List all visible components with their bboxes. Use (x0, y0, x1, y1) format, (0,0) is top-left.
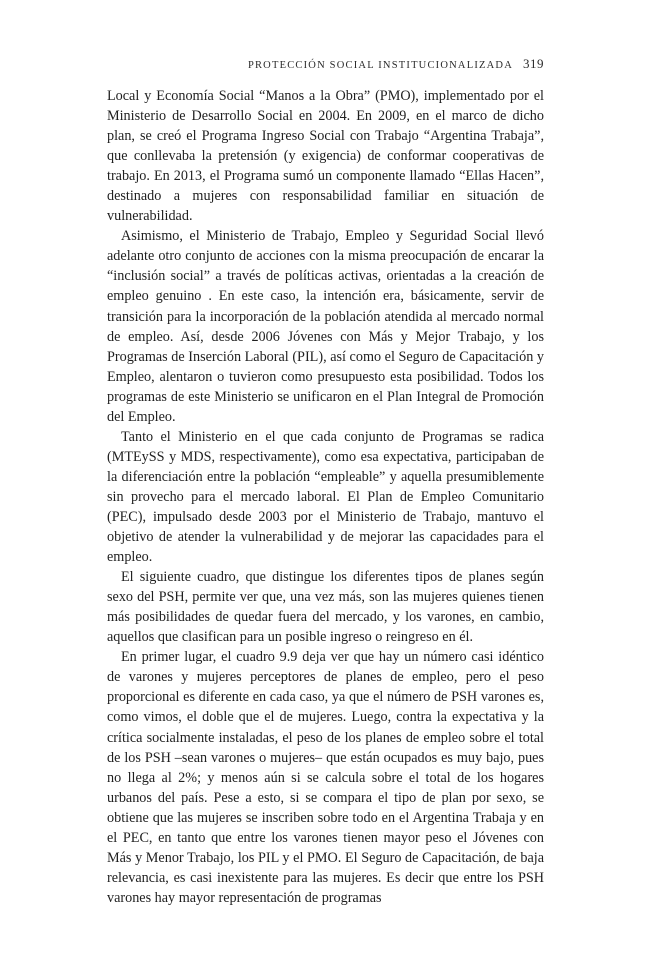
paragraph: Tanto el Ministerio en el que cada conjunto de Programas se radica (MTEySS y MDS, respectivamente), como esa expectativa, participaban de la diferenciación entre la población “empleable” y aquella presumiblemente sin provecho para el mercado laboral. El Plan de Empleo Comunitario (PEC), impulsado desde 2003 por el Ministerio de Trabajo, mantuvo el objetivo de atender la vulnerabilidad y de mejorar las capacidades para el empleo. (107, 428, 544, 566)
running-title: PROTECCIÓN SOCIAL INSTITUCIONALIZADA (247, 60, 513, 71)
page-number: 319 (523, 56, 544, 71)
running-head (248, 56, 544, 72)
paragraph: Asimismo, el Ministerio de Trabajo, Empleo y Seguridad Social llevó adelante otro conjunto de acciones con la misma preocupación de encarar la “inclusión social” a través de políticas activas, orientadas a la creación de empleo genuino . En este caso, la intención era, básicamente, servir de transición para la incorporación de la población atendida al mercado normal de empleo. Así, desde 2006 Jóvenes con Más y Mejor Trabajo, y los Programas de Inserción Laboral (PIL), así como el Seguro de Capacitación y Empleo, alentaron o tuvieron como presupuesto esta posibilidad. Todos los programas de este Ministerio se unificaron en el Plan Integral de Promoción del Empleo. (107, 228, 544, 425)
paragraph: En primer lugar, el cuadro 9.9 deja ver que hay un número casi idéntico de varones y mujeres perceptores de planes de empleo, pero el peso proporcional es diferente en cada caso, ya que el número de PSH varones es, como vimos, el doble que el de mujeres. Luego, contra la expectativa y la crítica socialmente instaladas, el peso de los planes de empleo sobre el total de los PSH –sean varones o mujeres– que están ocupados es muy bajo, pues no llega al 2%; y menos aún si se calcula sobre el total de los hogares urbanos del país. Pese a esto, si se compara el tipo de plan por sexo, se obtiene que las mujeres se inscriben sobre todo en el Argentina Trabaja y en el PEC, en tanto que entre los varones tienen mayor peso el Jóvenes con Más y Menor Trabajo, los PIL y el PMO. El Seguro de Capacitación, de baja relevancia, es casi inexistente para las mujeres. Es decir que entre los PSH varones hay mayor representación de programas (107, 649, 544, 906)
body-text (107, 86, 544, 908)
paragraph: El siguiente cuadro, que distingue los diferentes tipos de planes según sexo del PSH, permite ver que, una vez más, son las mujeres quienes tienen más posibilidades de quedar fuera del mercado, y los varones, en cambio, aquellos que clasifican para un posible ingreso o reingreso en él. (107, 569, 544, 646)
paragraph-continuation: Local y Economía Social “Manos a la Obra” (PMO), implementado por el Ministerio de Desarrollo Social en 2004. En 2009, en el marco de dicho plan, se creó el Programa Ingreso Social con Trabajo “Argentina Trabaja”, que conllevaba la pretensión (y exigencia) de conformar cooperativas de trabajo. En 2013, el Programa sumó un componente llamado “Ellas Hacen”, destinado a mujeres con responsabilidad familiar en situación de vulnerabilidad. (107, 88, 544, 225)
